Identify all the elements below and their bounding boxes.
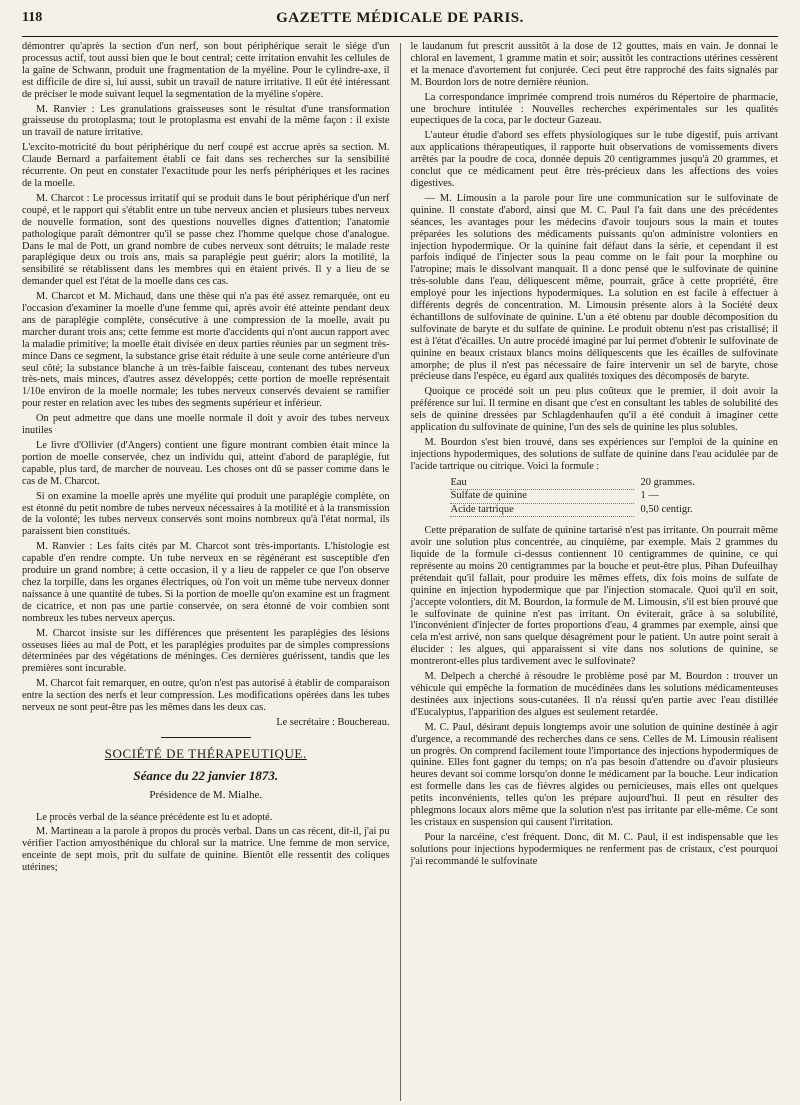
section-title: SOCIÉTÉ DE THÉRAPEUTIQUE. bbox=[104, 745, 307, 761]
paragraph: M. Charcot : Le processus irritatif qui se produit dans le bout périphérique d'un nerf coupé, et le rapport qui s'établit entre un tube nerveux ancien et plusieurs tubes nerveux de nouvelle formation, sont des questions nouvelles dignes d'attention; l'anatomie pathologique paraît démontrer qu'il se passe chez l'homme quelque chose d'analogue. Dans le mal de Pott, un grand nombre de cubes nerveux sont détruits; le malade reste paraplégique deux ou trois ans, mais sa paraplégie peut guérir; alors la motilité, la sensibilité se rétablissent dans les membres qui en étaient privés. Il y a lieu de se demander quel est l'état de la moelle dans ces cas. bbox=[22, 192, 390, 288]
seance-date: Séance du 22 janvier 1873. bbox=[133, 767, 279, 783]
paragraph: Le livre d'Ollivier (d'Angers) contient une figure montrant combien était mince la portion de moelle conservée, chez un individu qui, atteint d'abord de paraplégie, fut capable, plus tard, de marcher de nouveau. Les choses ont dû se passer comme dans le cas de M. Charcot. bbox=[22, 440, 390, 487]
paragraph: M. Delpech a cherché à résoudre le problème posé par M. Bourdon : trouver un véhicule qui empêche la formation de mucédinées dans les solutions médicamenteuses destinées aux injections sous-cutanées. Il n'a réussi qu'en partie avec l'eau distillée d'Eucalyptus, l'apparition des algues est seulement retardée. bbox=[410, 671, 778, 718]
paragraph: M. Charcot fait remarquer, en outre, qu'on n'est pas autorisé à établir de comparaison entre la section des nerfs et leur compression. Les modifications opérées dans les tubes nerveux ne sont peut-être pas les mêmes dans les deux cas. bbox=[22, 678, 390, 714]
formula-table bbox=[450, 477, 750, 518]
paragraph: Quoique ce procédé soit un peu plus coûteux que le premier, il doit avoir la préférence sur lui. Il termine en disant que c'est en consultant les tables de solubilité des sels de quinine dressées par Schlagdenhaufen qu'il a été conduit à imaginer cette application du sulfovinate de quinine, l'un des sels de quinine les plus solubles. bbox=[410, 386, 778, 434]
paragraph: M. C. Paul, désirant depuis longtemps avoir une solution de quinine destinée à agir d'urgence, a recommandé des recherches dans ce sens. Celles de M. Limousin réalisent un progrès. On comprend facilement toute l'importance des injections hypodermiques de quinine. Elles font gagner du temps; on n'a pas besoin d'attendre ou d'avoir plusieurs heures devant soi comme lorsqu'on donne le médicament par la bouche. Leur indication est formelle dans les cas de fièvres algides ou pernicieuses, mais elles ont quelques petits inconvénients, telles qu'on les prépare aujourd'hui. Il peut en résulter des phlegmons locaux alors même que la solution n'est pas irritante par elle-même. Ce sont les cristaux en suspension qui causent l'irritation. bbox=[410, 721, 778, 828]
formula-quantity: 20 grammes. bbox=[640, 476, 695, 488]
column-separator bbox=[400, 43, 401, 1101]
formula-ingredient: Acide tartrique bbox=[450, 504, 634, 518]
formula-row bbox=[450, 504, 750, 518]
paragraph: Le procès verbal de la séance précédente est lu et adopté. bbox=[36, 811, 273, 823]
paragraph: Pour la narcéine, c'est fréquent. Donc, dit M. C. Paul, il est indispensable que les solutions pour injections hypodermiques ne renferment pas de cristaux, c'est pourquoi j'ai recommandé le sulfovinate bbox=[410, 831, 778, 867]
right-column bbox=[410, 41, 778, 1101]
paragraph: — M. Limousin a la parole pour lire une communication sur le sulfovinate de quinine. Il constate d'abord, ainsi que M. C. Paul l'a fait dans une des précédentes séances, les avantages pour les médecins d'avoir toujours sous la main et toutes préparées les solutions des médicaments puissants qu'on administre volontiers en injection hypodermique. Or la quinine fait défaut dans la série, et cependant il est parfois indiqué de l'injecter sous la peau comme on le fait pour la morphine ou l'atropine; mais le dissolvant manquait. Il a donc pensé que le sulfovinate de quinine très-soluble dans l'eau, déliquescent même, pourrait, grâce à cette propriété, être employé pour les injections hypodermiques. La solution en est facile à effectuer à différents degrés de concentration. M. Limousin présente alors à la Société deux échantillons de sulfovinate de quinine. L'un a été obtenu par double décomposition du sulfovinate de baryte et du sulfate de quinine. Le produit obtenu n'est pas cristallisé; il est à l'état d'écailles. Un autre procédé imaginé par lui permet d'obtenir le sulfovinate de quinine en beaux cristaux blancs moins déliquescents que les écailles de sulfovinate amorphe; de plus il n'est pas nécessaire de faire intervenir un sel de baryte, chose précieuse dans l'espèce, eu égard aux qualités toxiques des décomposés de baryte. bbox=[410, 192, 778, 383]
paragraph: L'excito-motricité du bout périphérique du nerf coupé est accrue après sa section. M. Claude Bernard a parfaitement établi ce fait dans ses recherches sur la sensibilité récurrente. On peut en constater l'exactitude pour les nerfs périphériques et les racines de la moelle. bbox=[22, 142, 390, 189]
formula-ingredient: Sulfate de quinine bbox=[450, 490, 634, 504]
formula-row bbox=[450, 490, 750, 504]
left-column bbox=[22, 41, 390, 1101]
secretary-signature: Le secrétaire : Bouchereau. bbox=[276, 716, 390, 728]
paragraph: Si on examine la moelle après une myélite qui produit une paraplégie complète, on est étonné du petit nombre de tubes nerveux nécessaires à la motilité et à la transmission de la volonté; les tubes nerveux conservés sont moins nombreux qu'à l'état normal, ils paraissent bien constitués. bbox=[22, 490, 390, 538]
formula-quantity: 1 — bbox=[640, 490, 659, 502]
paragraph: La correspondance imprimée comprend trois numéros du Répertoire de pharmacie, une brochure intitulée : Nouvelles recherches expérimentales sur les qualités eupectiques de la coca, par le docteur Gazeau. bbox=[410, 91, 778, 127]
paragraph: M. Martineau a la parole à propos du procès verbal. Dans un cas récent, dit-il, j'ai pu vérifier l'action amyosthénique du chloral sur la matrice. Une femme de mon service, enceinte de sept mois, prit du sulfate de quinine. Bientôt elle ressentit des coliques utérines; bbox=[22, 826, 390, 874]
paragraph: le laudanum fut prescrit aussitôt à la dose de 12 gouttes, mais en vain. Je donnai le chloral en lavement, 1 gramme matin et soir; aussitôt les contractions utérines cessèrent et la menace d'avortement fut conjurée. Ceci peut être rapproché des faits signalés par M. Bourdon lors de notre dernière réunion. bbox=[410, 41, 778, 88]
paragraph: M. Charcot et M. Michaud, dans une thèse qui n'a pas été assez remarquée, ont eu l'occasion d'examiner la moelle d'une femme qui, après avoir été atteinte pendant deux ans de paraplégie complète, consécutive à une compression de la moelle, avait pu marcher durant trois ans; cette femme est morte d'accidents qui n'ont aucun rapport avec la maladie primitive; la moelle était divisée en deux parties réunies par un segment très-mince Dans ce segment, la substance grise était réduite à une seule corne antérieure d'un seul côté; la substance blanche à un très-faible faisceau, contenant des tubes nerveux très-nets, mais minces, d'autres assez développés; cette portion de moelle représentait 1/10e environ de la moelle normale; les tubes nerveux conservés devaient se ramifier pour rester en relation avec les tubes des segments supérieur et inférieur. bbox=[22, 291, 390, 410]
paragraph: M. Ranvier : Les granulations graisseuses sont le résultat d'une transformation graisseuse du protoplasma; tout le protoplasma est envahi de la même façon : il existe un travail de nature irritative. bbox=[22, 103, 390, 139]
paragraph: Cette préparation de sulfate de quinine tartarisé n'est pas irritante. On pourrait même avoir une solution plus concentrée, au cinquième, par exemple. Mais 2 grammes du liquide de la formule ci-dessus contiennent 10 centigrammes de quinine, ce qui représente au moins 20 centigrammes par la bouche et peut-être plus. Pihan Dufeuilhay prétendait qu'il fallait, pour produire les mêmes effets, dix fois moins de sulfate de quinine en injection hypodermique que par l'injection stomacale. Quoi qu'il en soit, j'accepte volontiers, dit M. Bourdon, la formule de M. Limousin, s'il est bien prouvé que le sulfovinate de quinine n'est pas irritant. On éviterait, grâce à sa solubilité, l'inconvénient d'injecter de fortes proportions d'eau, 4 grammes par exemple, ainsi que cela m'est arrivé, non sans quelque désagrément pour le patient. Un autre point serait à élucider : les algues, qui apparaissent si vite dans nos solutions de quinine, se montreront-elles plus tardivement avec le sulfovinate? bbox=[410, 525, 778, 668]
page-number: 118 bbox=[22, 10, 43, 25]
text-columns bbox=[22, 41, 778, 1101]
header-rule bbox=[22, 36, 778, 37]
presidence: Présidence de M. Mialhe. bbox=[149, 788, 263, 801]
formula-ingredient: Eau bbox=[450, 477, 634, 491]
page-header bbox=[22, 10, 778, 34]
paragraph: M. Bourdon s'est bien trouvé, dans ses expériences sur l'emploi de la quinine en injections hypodermiques, des solutions de sulfate de quinine dans l'eau acidulée par de l'acide tartrique ou citrique. Voici la formule : bbox=[410, 437, 778, 472]
section-divider bbox=[161, 737, 251, 738]
paragraph: L'auteur étudie d'abord ses effets physiologiques sur le tube digestif, puis arrivant aux applications thérapeutiques, il rapporte huit observations de vomissements divers arrêtés par la poudre de coca, donnée depuis 20 centigrammes jusqu'à 20 grammes, et conclut que ce médicament peut être très-précieux dans les affections des voies digestives. bbox=[410, 130, 778, 189]
paragraph: M. Ranvier : Les faits cités par M. Charcot sont très-importants. L'histologie est capable d'en rendre compte. Un tube nerveux en se régénérant est susceptible d'en produire un grand nombre; à cette occasion, il y a lieu de rappeler ce que l'on observe chez la torpille, dans les organes électriques, où l'on voit un même tube nerveux donner naissance à une quantité de tubes. Si la portion de moelle qu'on examine est un fragment de cicatrice, et non pas une partie conservée, on sera étonné de voir combien sont nombreux les tubes nerveux aperçus. bbox=[22, 541, 390, 624]
paragraph: démontrer qu'après la section d'un nerf, son bout périphérique serait le siége d'un processus actif, tout aussi bien que le bout central; cette irritation envahit les cellules de la gaîne de Schwann, produit une fragmentation de la myéline. Pour le cylindre-axe, il est difficile de dire si, lui aussi, subit un travail de nature irritative. Il eût été intéressant de préciser le mode suivant lequel la segmentation de la myéline s'opère. bbox=[22, 41, 390, 100]
formula-row bbox=[450, 477, 750, 491]
journal-title: GAZETTE MÉDICALE DE PARIS. bbox=[276, 10, 524, 26]
formula-quantity: 0,50 centigr. bbox=[640, 503, 693, 515]
paragraph: M. Charcot insiste sur les différences que présentent les paraplégies des lésions osseuses liées au mal de Pott, et les paraplégies produites par de simples compressions déterminées par des végétations de méninges. Ces dernières guérissent, tandis que les premières sont incurable. bbox=[22, 627, 390, 675]
paragraph: On peut admettre que dans une moelle normale il doit y avoir des tubes nerveux inutiles bbox=[22, 413, 390, 437]
